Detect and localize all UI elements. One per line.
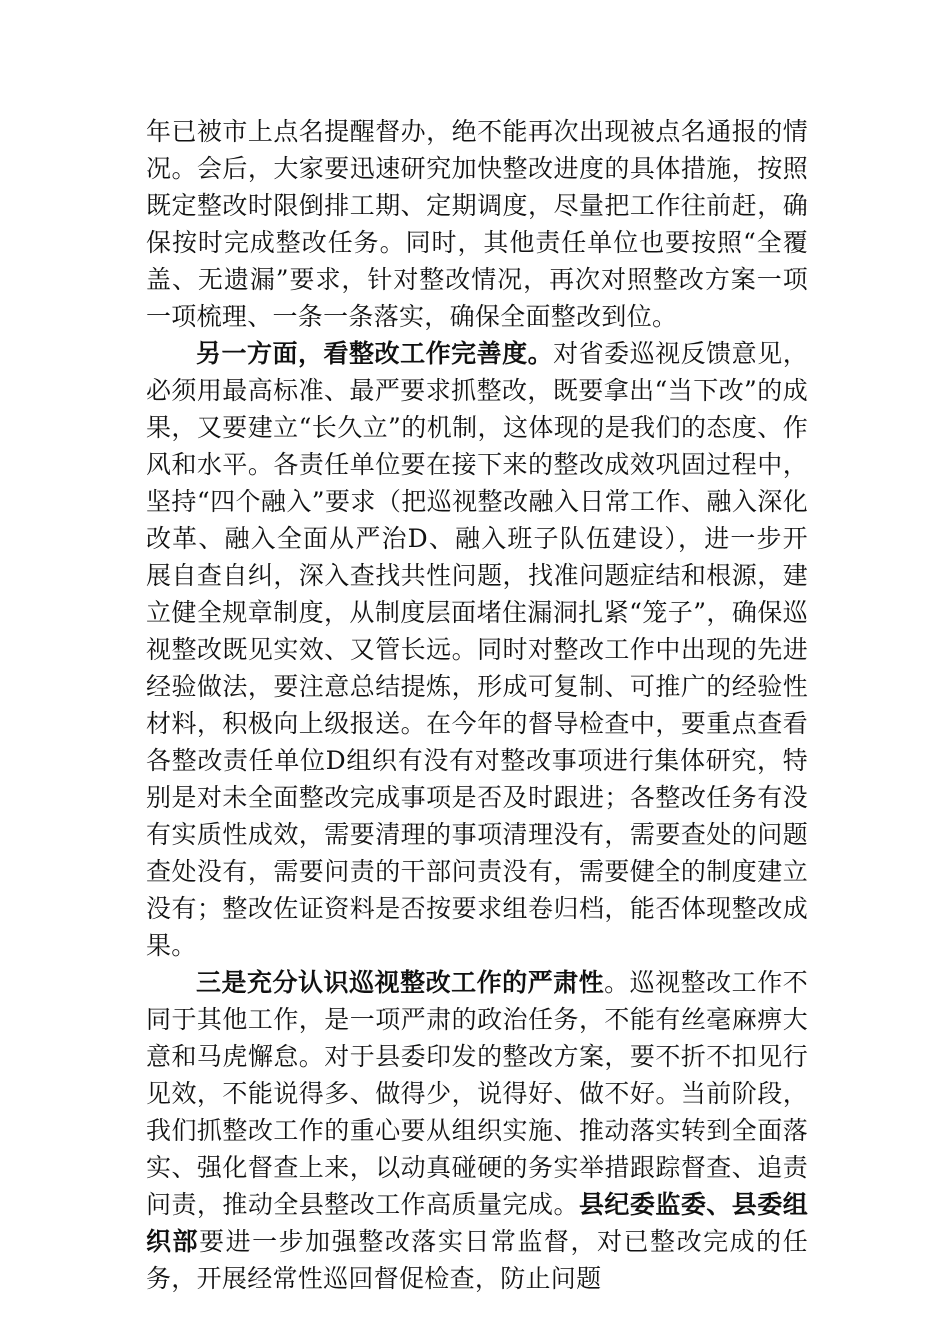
- document-body: [146, 113, 808, 1297]
- paragraph-1-text: 年已被市上点名提醒督办，绝不能再次出现被点名通报的情况。会后，大家要迅速研究加快整改进度的具体措施，按照既定整改时限倒排工期、定期调度，尽量把工作往前赶，确保按时完成整改任务。同时，其他责任单位也要按照“全覆盖、无遗漏”要求，针对整改情况，再次对照整改方案一项一项梳理、一条一条落实，确保全面整改到位。: [146, 117, 808, 331]
- paragraph-2-text: 对省委巡视反馈意见，必须用最高标准、最严要求抓整改，既要拿出“当下改”的成果，又要建立“长久立”的机制，这体现的是我们的态度、作风和水平。各责任单位要在接下来的整改成效巩固过程中，坚持“四个融入”要求（把巡视整改融入日常工作、融入深化改革、融入全面从严治D、融入班子队伍建设），进一步开展自查自纠，深入查找共性问题，找准问题症结和根源，建立健全规章制度，从制度层面堵住漏洞扎紧“笼子”，确保巡视整改既见实效、又管长远。同时对整改工作中出现的先进经验做法，要注意总结提炼，形成可复制、可推广的经验性材料，积极向上级报送。在今年的督导检查中，要重点查看各整改责任单位D组织有没有对整改事项进行集体研究，特别是对未全面整改完成事项是否及时跟进；各整改任务有没有实质性成效，需要清理的事项清理没有，需要查处的问题查处没有，需要问责的干部问责没有，需要健全的制度建立没有；整改佐证资料是否按要求组卷归档，能否体现整改成果。: [146, 339, 808, 960]
- paragraph-1: [146, 113, 808, 335]
- paragraph-3-text-2: 要进一步加强整改落实日常监督，对已整改完成的任务，开展经常性巡回督促检查，防止问题: [146, 1227, 808, 1293]
- paragraph-2: [146, 335, 808, 964]
- paragraph-3: [146, 964, 808, 1297]
- paragraph-3-heading: 三是充分认识巡视整改工作的严肃性: [196, 968, 605, 997]
- paragraph-2-heading: 另一方面，看整改工作完善度。: [196, 339, 554, 368]
- paragraph-3-emphasis: 县纪委监委、县委组织部: [146, 1190, 808, 1256]
- paragraph-3-text-1: 。巡视整改工作不同于其他工作，是一项严肃的政治任务，不能有丝毫麻痹大意和马虎懈怠。对于县委印发的整改方案，要不折不扣见行见效，不能说得多、做得少，说得好、做不好。当前阶段，我们抓整改工作的重心要从组织实施、推动落实转到全面落实、强化督查上来，以动真碰硬的务实举措跟踪督查、追责问责，推动全县整改工作高质量完成。: [146, 968, 808, 1219]
